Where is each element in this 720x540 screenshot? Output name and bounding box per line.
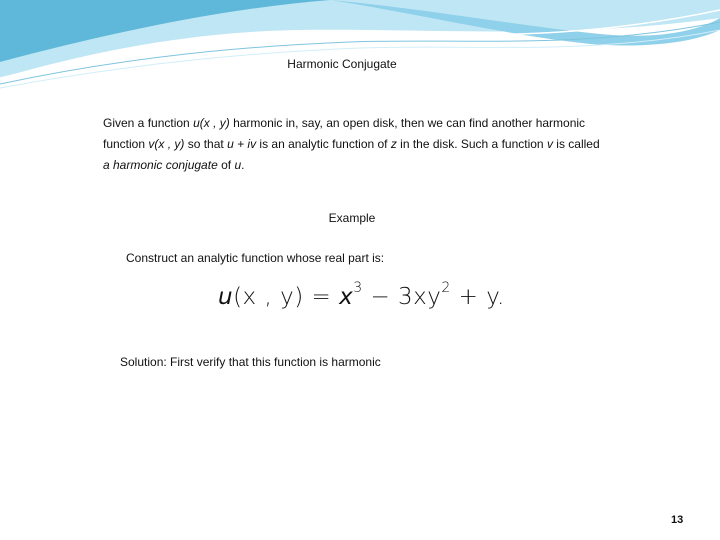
intro-text: . bbox=[241, 158, 245, 172]
intro-line-1 bbox=[103, 113, 663, 134]
page-number: 13 bbox=[671, 514, 684, 526]
intro-text: Given a function bbox=[103, 116, 194, 130]
formula-x: x bbox=[339, 284, 354, 310]
intro-line-2 bbox=[103, 134, 663, 155]
formula-eq: = bbox=[303, 284, 340, 310]
intro-line-3 bbox=[103, 155, 663, 176]
intro-text: so that bbox=[184, 137, 228, 151]
formula-term: − 3xy bbox=[362, 284, 442, 310]
formula-args: (x , y) bbox=[233, 284, 304, 310]
formula-lhs: u bbox=[218, 284, 234, 310]
intro-math: v(x , y) bbox=[148, 137, 185, 151]
formula bbox=[218, 280, 505, 310]
formula-exponent: 3 bbox=[353, 280, 363, 296]
header-swoosh-decoration bbox=[0, 0, 720, 90]
intro-term: a harmonic conjugate bbox=[103, 158, 218, 172]
slide-title: Harmonic Conjugate bbox=[287, 57, 397, 71]
solution-text: Solution: First verify that this function is harmonic bbox=[120, 355, 381, 369]
intro-math: u(x , y) bbox=[193, 116, 230, 130]
construct-instruction: Construct an analytic function whose real part is: bbox=[126, 251, 385, 265]
formula-term: + y. bbox=[450, 284, 505, 310]
formula-exponent: 2 bbox=[441, 280, 451, 296]
intro-text: of bbox=[217, 158, 235, 172]
intro-text: function bbox=[103, 137, 149, 151]
intro-text: is called bbox=[552, 137, 600, 151]
intro-text: harmonic in, say, an open disk, then we can find another harmonic bbox=[229, 116, 586, 130]
intro-math: u + iv bbox=[227, 137, 257, 151]
intro-math: u bbox=[234, 158, 242, 172]
intro-text: in the disk. Such a function bbox=[396, 137, 547, 151]
intro-math: z bbox=[390, 137, 397, 151]
intro-math: v bbox=[546, 137, 553, 151]
example-heading: Example bbox=[328, 211, 376, 225]
intro-text: is an analytic function of bbox=[256, 137, 391, 151]
